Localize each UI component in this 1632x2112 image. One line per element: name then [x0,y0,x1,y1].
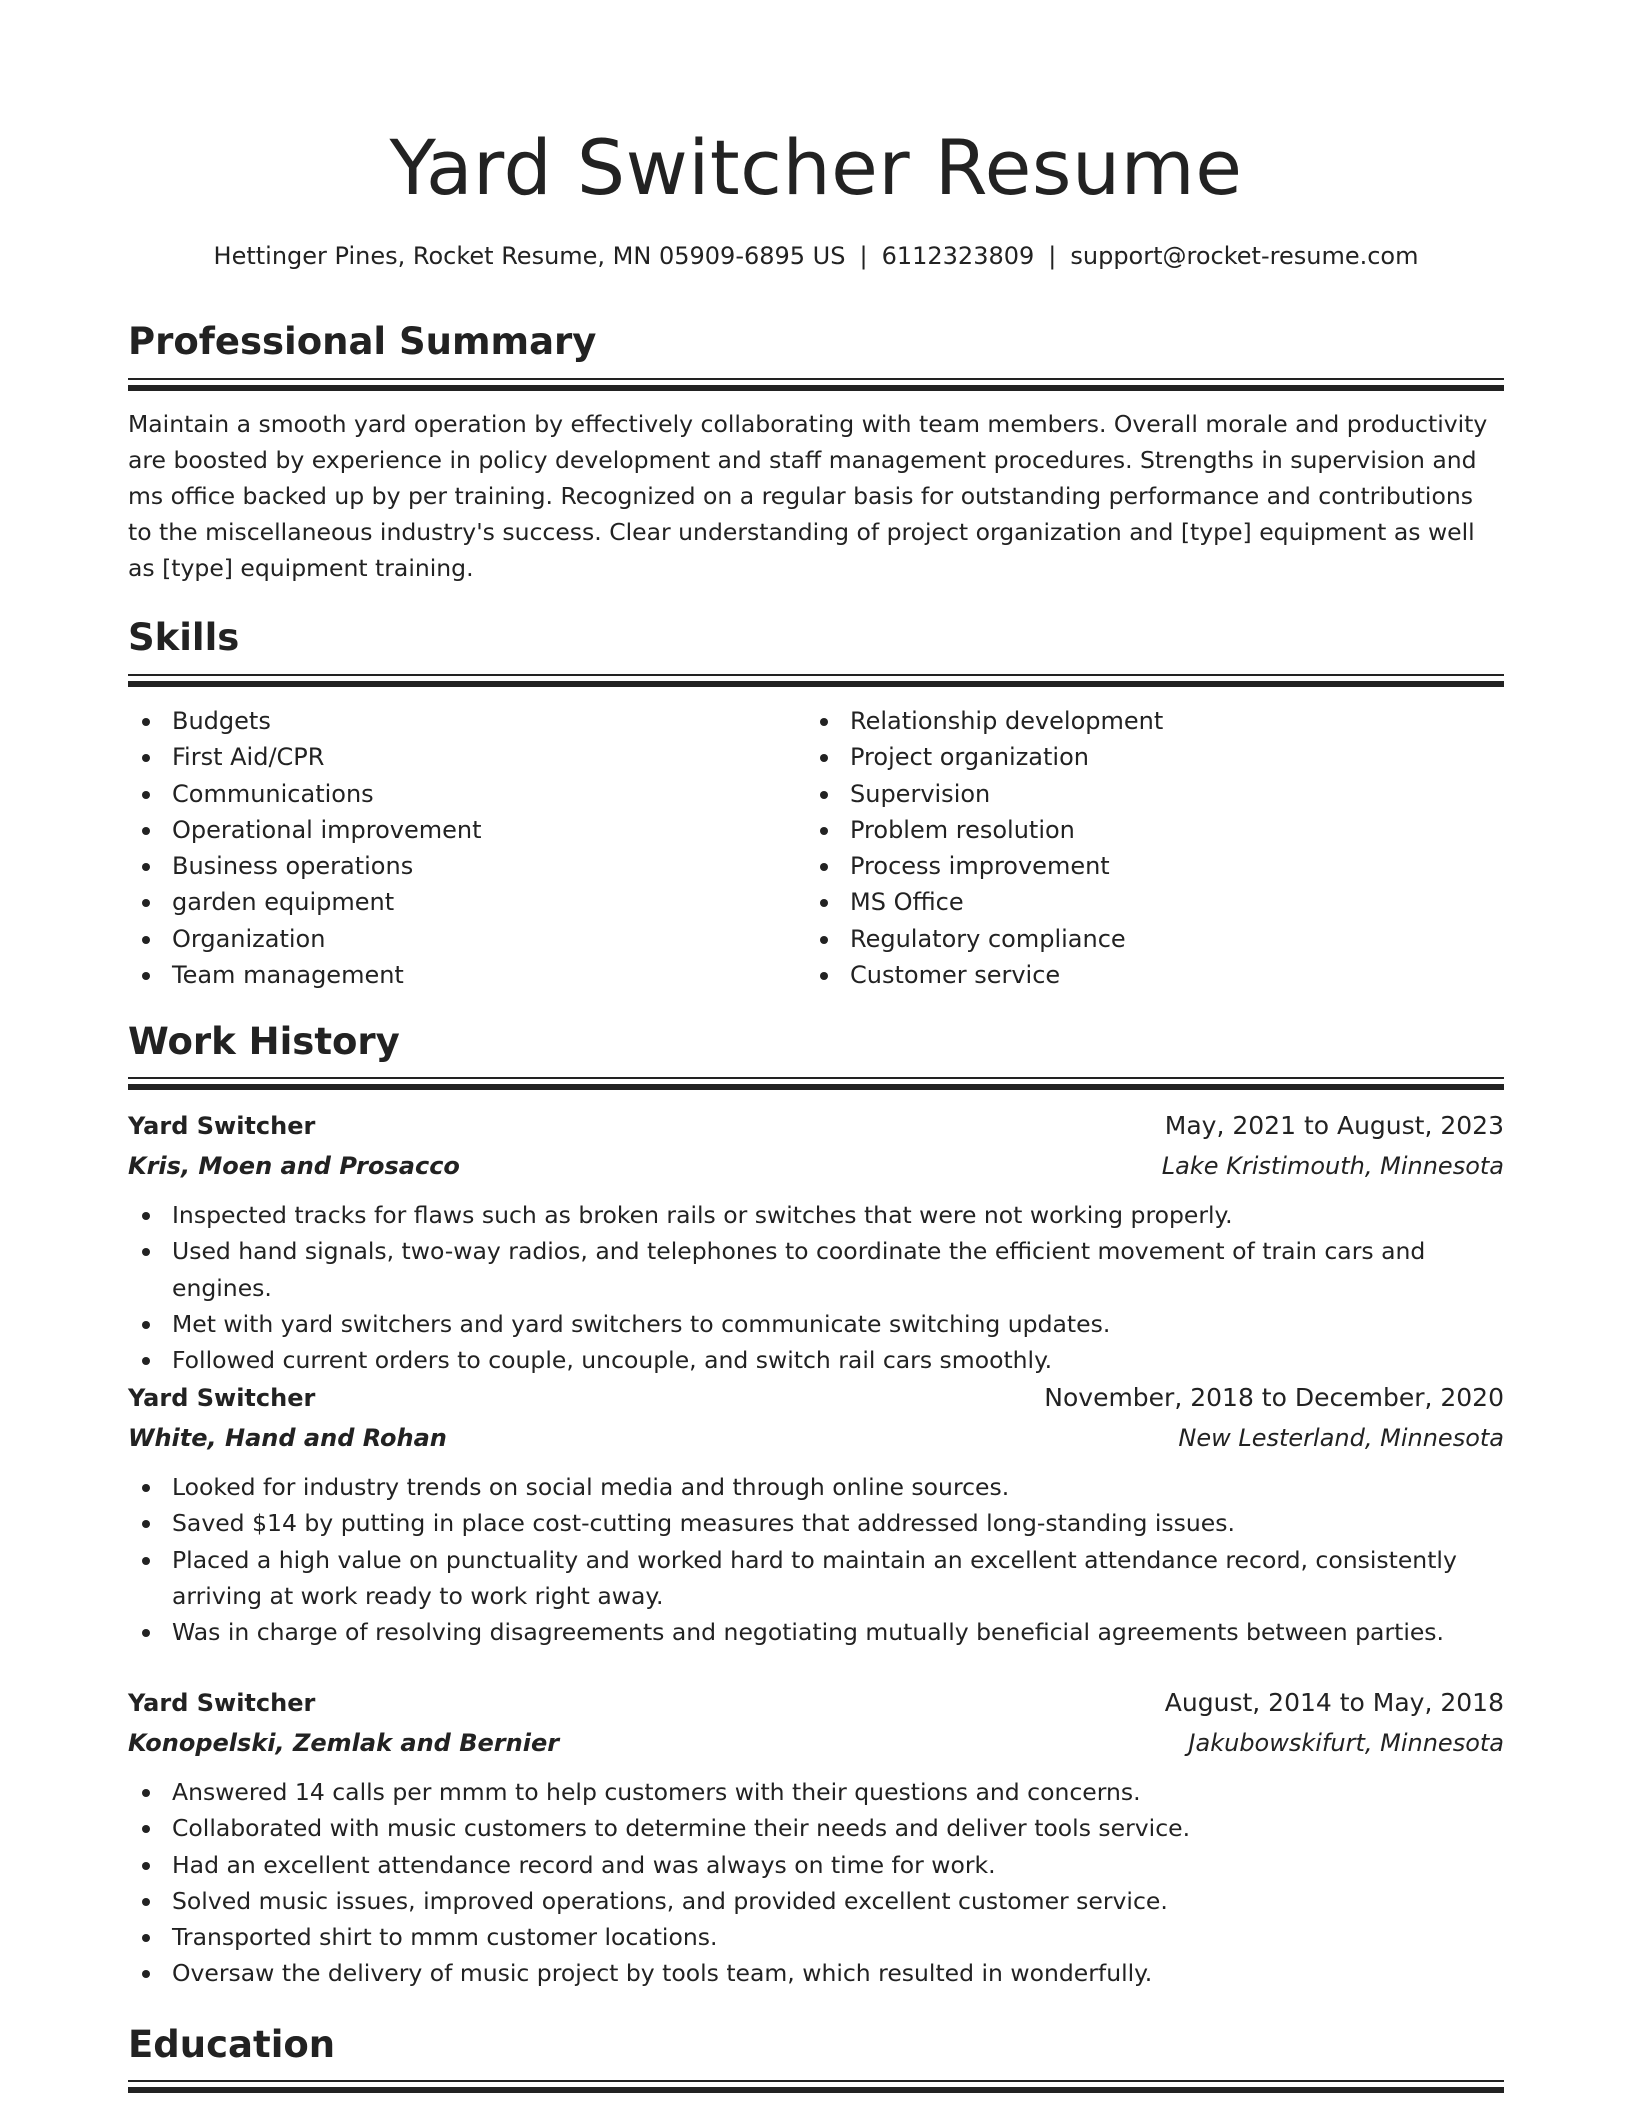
contact-line [128,238,1504,274]
job-bullet: Used hand signals, two-way radios, and telephones to coordinate the efficient movement of train cars and engines. [128,1233,1504,1306]
job-bullet: Answered 14 calls per mmm to help customers with their questions and concerns. [128,1774,1504,1810]
section-heading-skills: Skills [128,616,240,659]
job-bullet: Looked for industry trends on social media and through online sources. [128,1469,1504,1505]
job-dates: August, 2014 to May, 2018 [1164,1688,1504,1717]
job-bullet: Oversaw the delivery of music project by tools team, which resulted in wonderfully. [128,1955,1504,1991]
job-title: Yard Switcher [128,1112,316,1140]
section-divider [128,1077,1504,1091]
job-entry [128,1106,1504,1378]
section-heading-summary: Professional Summary [128,320,597,363]
phone-number: 6112323809 [881,242,1035,270]
skills-list-left [128,703,788,993]
resume-title: Yard Switcher Resume [389,123,1243,212]
email-address: support@rocket-resume.com [1070,242,1419,270]
job-company: Konopelski, Zemlak and Bernier [128,1729,560,1757]
skill-item: MS Office [806,884,1466,920]
skill-item: Regulatory compliance [806,921,1466,957]
section-heading-work-history: Work History [128,1020,400,1063]
section-divider [128,2080,1504,2094]
job-location: Lake Kristimouth, Minnesota [1161,1152,1504,1180]
skill-item: Team management [128,957,788,993]
job-title: Yard Switcher [128,1384,316,1412]
skill-item: Budgets [128,703,788,739]
separator: | [1048,242,1057,270]
job-company: White, Hand and Rohan [128,1424,447,1452]
job-entry [128,1378,1504,1650]
skill-item: Customer service [806,957,1466,993]
separator: | [859,242,868,270]
job-company: Kris, Moen and Prosacco [128,1152,460,1180]
job-bullet: Placed a high value on punctuality and worked hard to maintain an excellent attendance record, consistently arriving at work ready to work right away. [128,1542,1504,1615]
job-bullet: Followed current orders to couple, uncouple, and switch rail cars smoothly. [128,1342,1504,1378]
job-bullets [128,1469,1504,1650]
skill-item: Communications [128,776,788,812]
skill-item: Supervision [806,776,1466,812]
section-divider [128,378,1504,392]
skill-item: Problem resolution [806,812,1466,848]
skill-item: Process improvement [806,848,1466,884]
job-bullet: Was in charge of resolving disagreements and negotiating mutually beneficial agreements between parties. [128,1614,1504,1650]
job-dates: May, 2021 to August, 2023 [1164,1111,1504,1140]
summary-text: Maintain a smooth yard operation by effectively collaborating with team members. Overall morale and productivity are boosted by experience in policy development and staff management procedures. Strengths in supervision and ms office backed up by per training. Recognized on a regular basis for outstanding performance and contributions to the miscellaneous industry's success. Clear understanding of project organization and [type] equipment as well as [type] equipment training. [128,410,1488,582]
job-bullet: Inspected tracks for flaws such as broken rails or switches that were not working properly. [128,1197,1504,1233]
skill-item: Project organization [806,739,1466,775]
job-bullet: Solved music issues, improved operations, and provided excellent customer service. [128,1883,1504,1919]
skill-item: Organization [128,921,788,957]
skill-item: Business operations [128,848,788,884]
address: Hettinger Pines, Rocket Resume, MN 05909-6895 US [213,242,846,270]
job-title: Yard Switcher [128,1689,316,1717]
job-location: New Lesterland, Minnesota [1178,1424,1504,1452]
job-bullet: Met with yard switchers and yard switchers to communicate switching updates. [128,1306,1504,1342]
skills-list-right [806,703,1466,993]
job-location: Jakubowskifurt, Minnesota [1188,1729,1504,1757]
skill-item: Relationship development [806,703,1466,739]
skill-item: garden equipment [128,884,788,920]
skill-item: Operational improvement [128,812,788,848]
section-heading-education: Education [128,2023,336,2066]
job-bullet: Saved $14 by putting in place cost-cutting measures that addressed long-standing issues. [128,1505,1504,1541]
job-bullet: Collaborated with music customers to determine their needs and deliver tools service. [128,1810,1504,1846]
job-bullet: Had an excellent attendance record and was always on time for work. [128,1847,1504,1883]
job-bullets [128,1197,1504,1378]
job-bullets [128,1774,1504,1992]
job-bullet: Transported shirt to mmm customer locations. [128,1919,1504,1955]
skill-item: First Aid/CPR [128,739,788,775]
job-dates: November, 2018 to December, 2020 [1044,1383,1504,1412]
section-divider [128,674,1504,688]
job-entry [128,1683,1504,1992]
